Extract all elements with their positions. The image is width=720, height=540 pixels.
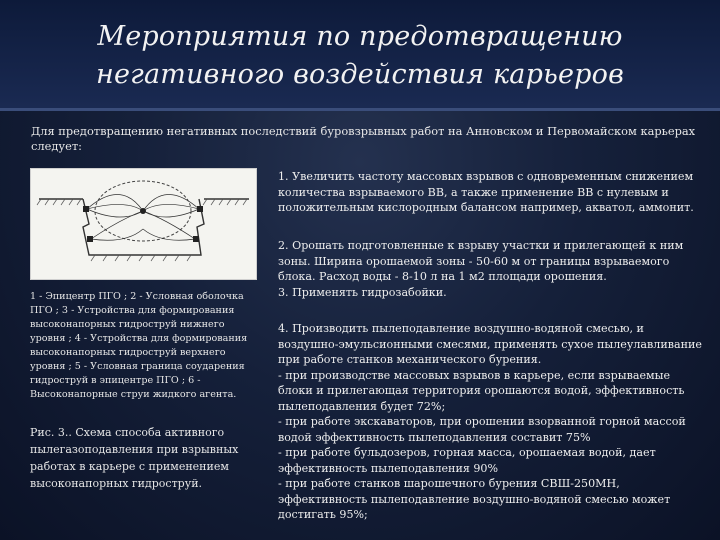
point-1: 1. Увеличить частоту массовых взрывов с одновременным снижением количества взрываемого ВВ, а также применение ВВ с нулевым и положительным кислородным балансом например, акватол, аммонит. [278, 170, 694, 214]
point-3: 3. Применять гидрозабойки. [278, 285, 447, 299]
point-4 [278, 321, 706, 523]
point-4-item: - при работе станков шарошечного бурения СВШ-250МН, эффективность пылеподавление воздушно-водяной смесью может достигать 95%; [278, 477, 671, 521]
dust-suppression-schematic [31, 169, 256, 279]
figure-caption: 1 - Эпицентр ПГО ; 2 - Условная оболочка ПГО ; 3 - Устройства для формирования высоконапорных гидроструй нижнего уровня ; 4 - Устройства для формирования высоконапорных гидроструй верхнего уровня ; 5 - Условная граница соударения гидроструй в эпицентре ПГО ; 6 - Высоконапорные струи жидкого агента. [30, 291, 248, 400]
title-divider [0, 108, 720, 111]
point-4-item: - при производстве массовых взрывов в карьере, если взрываемые блоки и прилегающая территория орошаются водой, эффективность пылеподавления будет 72%; [278, 368, 685, 413]
point-4-item: - при работе бульдозеров, горная масса, орошаемая водой, дает эффективность пылеподавления 90% [278, 446, 656, 475]
point-2: 2. Орошать подготовленные к взрыву участки и прилегающей к ним зоны. Ширина орошаемой зоны - 50-60 м от границы взрываемого блока. Расход воды - 8-10 л на 1 м2 площади орошения. [278, 239, 684, 283]
diagram-image [30, 168, 257, 280]
intro-text: Для предотвращению негативных последствий буровзрывных работ на Анновском и Первомайском карьерах следует: [31, 124, 696, 153]
point-4-item: - при работе экскаваторов, при орошении взорванной горной массой водой эффективность пылеподавления составит 75% [278, 415, 686, 444]
points-2-3 [278, 238, 706, 300]
slide-title: Мероприятия по предотвращению негативного воздействия карьеров [95, 21, 625, 90]
figure-title: Рис. 3.. Схема способа активного пылегазоподавления при взрывных работах в карьере с применением высоконапорных гидроструй. [30, 426, 239, 490]
point-4-intro: 4. Производить пылеподавление воздушно-водяной смесью, и воздушно-эмульсионными смесями, применять сухое пылеулавливание при работе станков механического бурения. [278, 322, 702, 366]
